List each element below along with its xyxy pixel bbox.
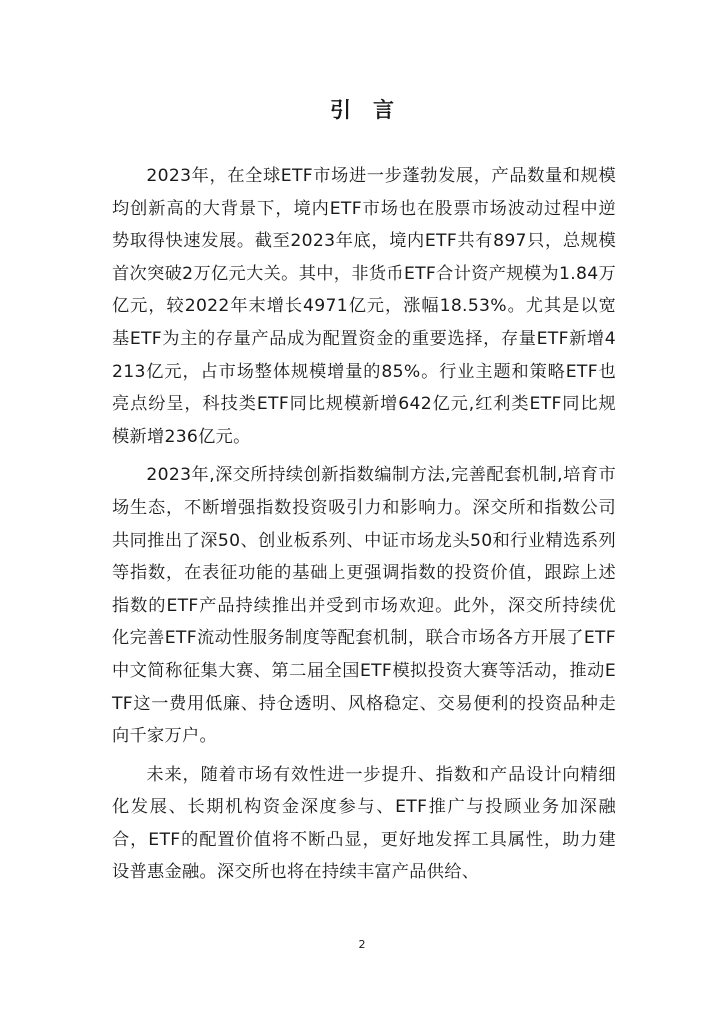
page-number: 2: [358, 938, 366, 951]
paragraph-market-overview: 2023年，在全球ETF市场进一步蓬勃发展，产品数量和规模均创新高的大背景下，境内ETF市场也在股票市场波动过程中逆势取得快速发展。截至2023年底，境内ETF共有897只，总规模首次突破2万亿元大关。其中，非货币ETF合计资产规模为1.84万亿元，较2022年末增长4971亿元，涨幅18.53%。尤其是以宽基ETF为主的存量产品成为配置资金的重要选择，存量ETF新增4213亿元，占市场整体规模增量的85%。行业主题和策略ETF也亮点纷呈，科技类ETF同比规模新增642亿元,红利类ETF同比规模新增236亿元。: [112, 166, 616, 447]
paragraph-future-outlook: 未来，随着市场有效性进一步提升、指数和产品设计向精细化发展、长期机构资金深度参与、ETF推广与投顾业务加深融合，ETF的配置价值将不断凸显，更好地发挥工具属性，助力建设普惠金融。深交所也将在持续丰富产品供给、: [112, 764, 616, 883]
document-body: [112, 160, 616, 895]
page-title: 引言: [330, 98, 416, 122]
paragraph-szse-initiatives: 2023年,深交所持续创新指数编制方法,完善配套机制,培育市场生态，不断增强指数投资吸引力和影响力。深交所和指数公司共同推出了深50、创业板系列、中证市场龙头50和行业精选系列等指数，在表征功能的基础上更强调指数的投资价值，跟踪上述指数的ETF产品持续推出并受到市场欢迎。此外，深交所持续优化完善ETF流动性服务制度等配套机制，联合市场各方开展了ETF中文简称征集大赛、第二届全国ETF模拟投资大赛等活动，推动ETF这一费用低廉、持仓透明、风格稳定、交易便利的投资品种走向千家万户。: [112, 465, 616, 747]
